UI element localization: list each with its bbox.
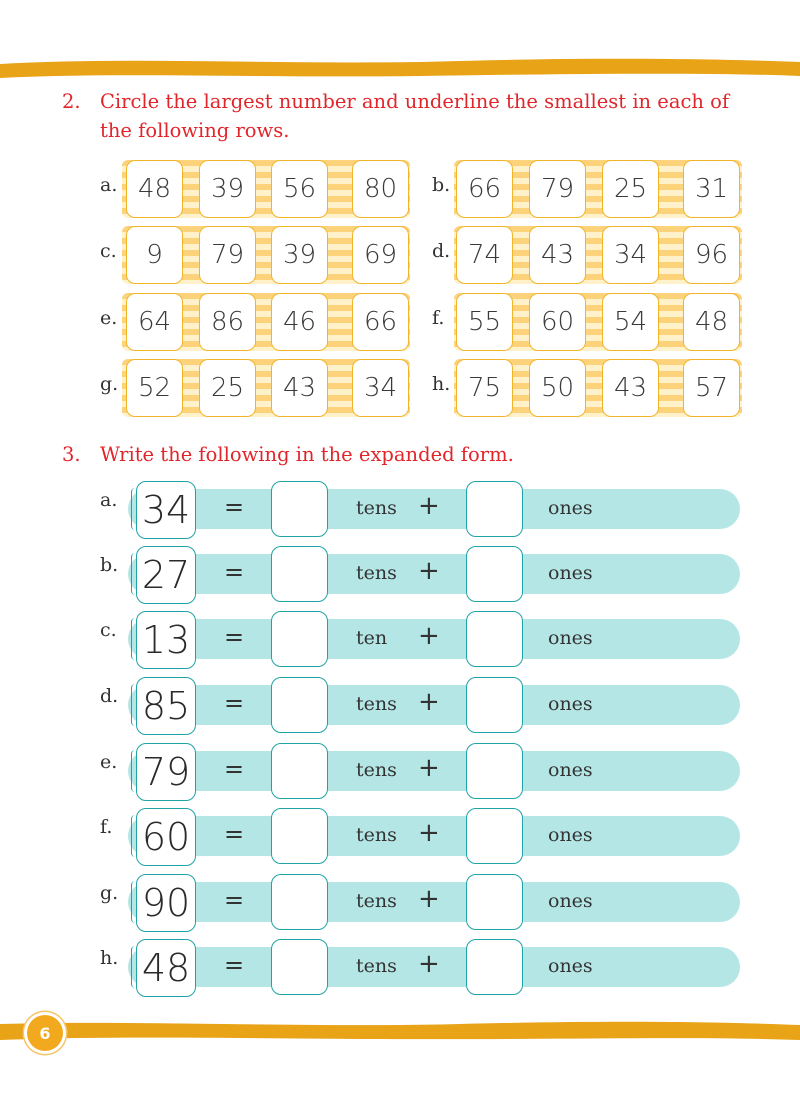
plus-sign: +: [418, 621, 440, 651]
row-letter: c.: [100, 619, 117, 641]
plus-sign: +: [418, 818, 440, 848]
row-letter: a.: [100, 489, 118, 511]
question-3-instruction: Write the following in the expanded form.: [100, 443, 514, 466]
row-letter: b.: [100, 554, 119, 576]
row-letter: b.: [432, 174, 451, 196]
tens-label: tens: [356, 824, 397, 846]
number-box[interactable]: 57: [683, 359, 740, 417]
number-box[interactable]: 34: [352, 359, 409, 417]
number-box[interactable]: 79: [529, 160, 586, 218]
tens-answer-box[interactable]: [271, 677, 328, 733]
ones-label: ones: [548, 824, 593, 846]
ones-answer-box[interactable]: [466, 611, 523, 667]
row-letter: f.: [432, 307, 445, 329]
page-number-badge: [22, 1010, 68, 1056]
ones-label: ones: [548, 562, 593, 584]
equals-sign: =: [224, 623, 245, 651]
number-box[interactable]: 74: [456, 226, 513, 284]
tens-label: tens: [356, 955, 397, 977]
question-2-heading: [62, 87, 762, 145]
row-letter: g.: [100, 373, 119, 395]
number-box[interactable]: 66: [352, 293, 409, 351]
number-box[interactable]: 60: [529, 293, 586, 351]
number-box[interactable]: 48: [126, 160, 183, 218]
tens-label: ten: [356, 627, 388, 649]
number-box[interactable]: 55: [456, 293, 513, 351]
q3-row-h: [100, 939, 740, 997]
given-number: 27: [136, 546, 196, 604]
tens-answer-box[interactable]: [271, 939, 328, 995]
number-box[interactable]: 54: [602, 293, 659, 351]
row-letter: d.: [432, 240, 451, 262]
number-box[interactable]: 34: [602, 226, 659, 284]
tens-label: tens: [356, 693, 397, 715]
number-box[interactable]: 9: [126, 226, 183, 284]
row-letter: f.: [100, 816, 113, 838]
equals-sign: =: [224, 755, 245, 783]
ones-answer-box[interactable]: [466, 743, 523, 799]
number-box[interactable]: 86: [199, 293, 256, 351]
number-box[interactable]: 80: [352, 160, 409, 218]
ones-label: ones: [548, 955, 593, 977]
number-box[interactable]: 52: [126, 359, 183, 417]
number-box[interactable]: 96: [683, 226, 740, 284]
number-box[interactable]: 39: [199, 160, 256, 218]
equals-sign: =: [224, 886, 245, 914]
row-letter: c.: [100, 240, 117, 262]
tens-label: tens: [356, 562, 397, 584]
given-number: 13: [136, 611, 196, 669]
row-letter: g.: [100, 882, 119, 904]
number-box[interactable]: 39: [271, 226, 328, 284]
given-number: 90: [136, 874, 196, 932]
q3-row-g: [100, 874, 740, 932]
given-number: 34: [136, 481, 196, 539]
tens-answer-box[interactable]: [271, 743, 328, 799]
ones-answer-box[interactable]: [466, 808, 523, 864]
top-decorative-band: [0, 52, 800, 82]
number-box[interactable]: 31: [683, 160, 740, 218]
number-box[interactable]: 56: [271, 160, 328, 218]
row-letter: e.: [100, 307, 118, 329]
q3-row-f: [100, 808, 740, 866]
equals-sign: =: [224, 689, 245, 717]
q3-row-a: [100, 481, 740, 539]
number-box[interactable]: 64: [126, 293, 183, 351]
number-box[interactable]: 48: [683, 293, 740, 351]
given-number: 79: [136, 743, 196, 801]
number-box[interactable]: 43: [602, 359, 659, 417]
row-letter: a.: [100, 174, 118, 196]
ones-label: ones: [548, 759, 593, 781]
tens-answer-box[interactable]: [271, 874, 328, 930]
plus-sign: +: [418, 687, 440, 717]
plus-sign: +: [418, 949, 440, 979]
number-box[interactable]: 69: [352, 226, 409, 284]
number-box[interactable]: 46: [271, 293, 328, 351]
ones-label: ones: [548, 693, 593, 715]
ones-label: ones: [548, 627, 593, 649]
ones-answer-box[interactable]: [466, 874, 523, 930]
tens-answer-box[interactable]: [271, 611, 328, 667]
question-2-number: 2.: [62, 90, 81, 113]
row-letter: d.: [100, 685, 119, 707]
number-box[interactable]: 43: [271, 359, 328, 417]
question-3-number: 3.: [62, 443, 81, 466]
equals-sign: =: [224, 558, 245, 586]
ones-label: ones: [548, 497, 593, 519]
number-box[interactable]: 66: [456, 160, 513, 218]
q3-row-e: [100, 743, 740, 801]
tens-label: tens: [356, 890, 397, 912]
given-number: 48: [136, 939, 196, 997]
q3-row-c: [100, 611, 740, 669]
given-number: 85: [136, 677, 196, 735]
q3-row-d: [100, 677, 740, 735]
plus-sign: +: [418, 556, 440, 586]
given-number: 60: [136, 808, 196, 866]
row-letter: h.: [100, 947, 119, 969]
question-3-heading: [62, 440, 762, 469]
ones-label: ones: [548, 890, 593, 912]
tens-answer-box[interactable]: [271, 481, 328, 537]
equals-sign: =: [224, 493, 245, 521]
ones-answer-box[interactable]: [466, 481, 523, 537]
tens-answer-box[interactable]: [271, 808, 328, 864]
plus-sign: +: [418, 753, 440, 783]
ones-answer-box[interactable]: [466, 546, 523, 602]
page-number: 6: [27, 1015, 63, 1051]
ones-answer-box[interactable]: [466, 939, 523, 995]
q3-row-b: [100, 546, 740, 604]
number-box[interactable]: 25: [602, 160, 659, 218]
question-2-instruction: Circle the largest number and underline the smallest in each of the following rows.: [100, 90, 730, 142]
number-box[interactable]: 43: [529, 226, 586, 284]
equals-sign: =: [224, 951, 245, 979]
equals-sign: =: [224, 820, 245, 848]
plus-sign: +: [418, 884, 440, 914]
number-box[interactable]: 75: [456, 359, 513, 417]
number-box[interactable]: 79: [199, 226, 256, 284]
number-box[interactable]: 25: [199, 359, 256, 417]
row-letter: h.: [432, 373, 451, 395]
plus-sign: +: [418, 491, 440, 521]
tens-answer-box[interactable]: [271, 546, 328, 602]
row-letter: e.: [100, 751, 118, 773]
bottom-decorative-band: [0, 1014, 800, 1046]
ones-answer-box[interactable]: [466, 677, 523, 733]
tens-label: tens: [356, 759, 397, 781]
number-box[interactable]: 50: [529, 359, 586, 417]
tens-label: tens: [356, 497, 397, 519]
